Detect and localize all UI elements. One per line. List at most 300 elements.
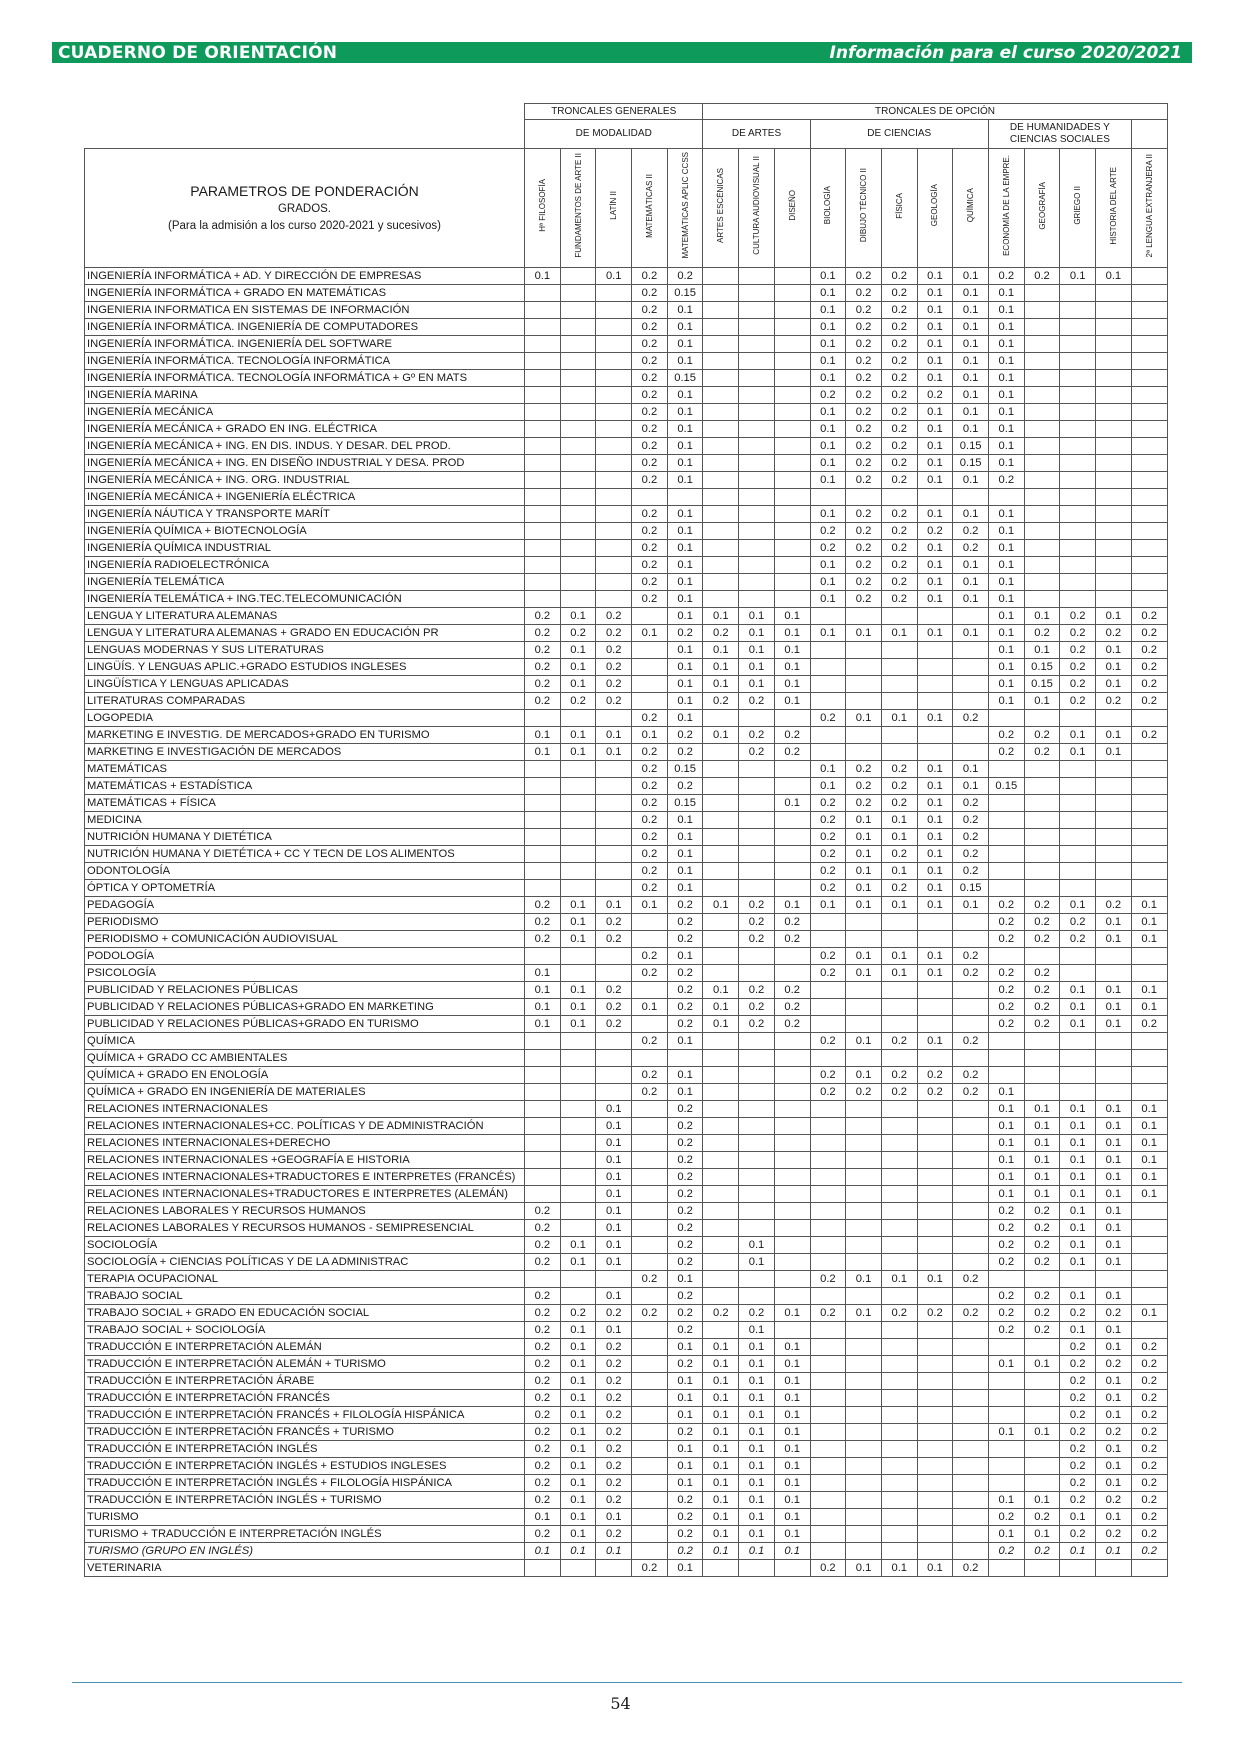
weight-cell — [810, 914, 846, 931]
weight-cell: 0.1 — [1096, 1441, 1132, 1458]
weight-cell — [881, 1203, 917, 1220]
weight-cell — [1131, 319, 1167, 336]
weight-cell — [1024, 506, 1060, 523]
weight-cell — [846, 1135, 882, 1152]
weight-cell: 0.1 — [667, 1390, 703, 1407]
weight-cell: 0.2 — [632, 1560, 668, 1577]
weight-cell — [1096, 506, 1132, 523]
weight-cell: 0.2 — [632, 506, 668, 523]
weight-cell — [560, 880, 596, 897]
weight-cell: 0.2 — [1096, 897, 1132, 914]
weight-cell: 0.1 — [560, 1237, 596, 1254]
table-row — [85, 1373, 1168, 1390]
weight-cell — [703, 353, 739, 370]
column-header-label: DIBUJO TÉCNICO II — [859, 168, 869, 243]
weight-cell — [703, 1203, 739, 1220]
blank-corner — [85, 104, 525, 149]
weight-cell — [739, 778, 775, 795]
weight-cell — [739, 795, 775, 812]
weight-cell: 0.2 — [988, 1254, 1024, 1271]
weight-cell — [1060, 829, 1096, 846]
degree-name: NUTRICIÓN HUMANA Y DIETÉTICA — [85, 829, 525, 846]
weight-cell — [1131, 574, 1167, 591]
weight-cell — [917, 676, 953, 693]
weight-cell: 0.2 — [1131, 727, 1167, 744]
degree-name: MATEMÁTICAS + FÍSICA — [85, 795, 525, 812]
weight-cell — [846, 1169, 882, 1186]
weight-cell: 0.1 — [596, 897, 632, 914]
weight-cell — [560, 489, 596, 506]
weight-cell — [810, 1441, 846, 1458]
weight-cell: 0.1 — [1060, 1509, 1096, 1526]
weight-cell: 0.1 — [596, 1254, 632, 1271]
weight-cell — [632, 914, 668, 931]
weight-cell — [1096, 812, 1132, 829]
weight-cell — [525, 336, 561, 353]
weight-cell: 0.2 — [810, 948, 846, 965]
weight-cell — [560, 591, 596, 608]
weight-cell: 0.2 — [525, 1203, 561, 1220]
column-header-label: 2ª LENGUA EXTRANJERA II — [1144, 153, 1154, 258]
weight-cell: 0.2 — [1024, 1203, 1060, 1220]
weight-cell: 0.2 — [667, 1322, 703, 1339]
weight-cell — [810, 1254, 846, 1271]
weight-cell: 0.2 — [596, 1492, 632, 1509]
weight-cell — [953, 982, 989, 999]
weight-cell — [1060, 710, 1096, 727]
weight-cell — [774, 1118, 810, 1135]
weight-cell — [881, 727, 917, 744]
weight-cell — [1096, 574, 1132, 591]
weight-cell: 0.1 — [703, 1390, 739, 1407]
weight-cell — [560, 1271, 596, 1288]
table-row — [85, 404, 1168, 421]
weight-cell: 0.1 — [953, 778, 989, 795]
weight-cell: 0.2 — [525, 1373, 561, 1390]
weight-cell — [1131, 965, 1167, 982]
table-row — [85, 1390, 1168, 1407]
weight-cell: 0.1 — [917, 319, 953, 336]
weight-cell: 0.2 — [988, 268, 1024, 285]
weight-cell — [1060, 353, 1096, 370]
weight-cell: 0.2 — [667, 999, 703, 1016]
weight-cell — [917, 1509, 953, 1526]
weight-cell: 0.1 — [596, 1322, 632, 1339]
weight-cell: 0.2 — [1131, 693, 1167, 710]
degree-name: LENGUA Y LITERATURA ALEMANAS + GRADO EN EDUCACIÓN PR — [85, 625, 525, 642]
weight-cell: 0.1 — [988, 676, 1024, 693]
weight-cell: 0.2 — [953, 965, 989, 982]
weight-cell — [917, 982, 953, 999]
weight-cell: 0.2 — [1060, 1492, 1096, 1509]
weight-cell — [1096, 761, 1132, 778]
weight-cell — [525, 302, 561, 319]
weight-cell: 0.2 — [667, 1135, 703, 1152]
weight-cell — [953, 1016, 989, 1033]
degree-name: INGENIERÍA INFORMÁTICA + GRADO EN MATEMÁTICAS — [85, 285, 525, 302]
weight-cell: 0.1 — [1096, 1237, 1132, 1254]
weight-cell: 0.1 — [1096, 999, 1132, 1016]
weight-cell: 0.2 — [667, 268, 703, 285]
weight-cell: 0.1 — [917, 438, 953, 455]
weight-cell: 0.2 — [953, 948, 989, 965]
column-header-label: GEOLOGÍA — [930, 184, 940, 227]
weight-cell: 0.1 — [560, 1509, 596, 1526]
degree-name: PUBLICIDAD Y RELACIONES PÚBLICAS+GRADO EN MARKETING — [85, 999, 525, 1016]
weight-cell: 0.1 — [988, 1169, 1024, 1186]
weight-cell: 0.2 — [846, 761, 882, 778]
weight-cell: 0.2 — [810, 523, 846, 540]
weight-cell — [810, 1356, 846, 1373]
weight-cell: 0.2 — [1131, 625, 1167, 642]
weight-cell — [739, 557, 775, 574]
weight-cell — [703, 387, 739, 404]
weight-cell — [1024, 761, 1060, 778]
table-row — [85, 1424, 1168, 1441]
weight-cell — [703, 370, 739, 387]
weight-cell: 0.1 — [1096, 1543, 1132, 1560]
weight-cell: 0.1 — [1024, 1492, 1060, 1509]
weight-cell: 0.2 — [988, 1237, 1024, 1254]
degree-name: INGENIERÍA QUÍMICA + BIOTECNOLOGÍA — [85, 523, 525, 540]
column-header-label: BIOLOGÍA — [823, 186, 833, 225]
degree-name: SOCIOLOGÍA + CIENCIAS POLÍTICAS Y DE LA ADMINISTRAC — [85, 1254, 525, 1271]
weight-cell: 0.1 — [667, 404, 703, 421]
weight-cell: 0.1 — [846, 880, 882, 897]
weight-cell — [1096, 302, 1132, 319]
weight-cell: 0.2 — [632, 1084, 668, 1101]
weight-cell: 0.2 — [1024, 625, 1060, 642]
weight-cell — [774, 1254, 810, 1271]
weight-cell: 0.2 — [810, 965, 846, 982]
weight-cell — [774, 863, 810, 880]
weight-cell: 0.2 — [810, 710, 846, 727]
group-ciencias: DE CIENCIAS — [810, 120, 988, 149]
weight-cell — [1024, 421, 1060, 438]
weight-cell — [988, 1475, 1024, 1492]
weight-cell: 0.2 — [846, 336, 882, 353]
weight-cell — [810, 1407, 846, 1424]
weight-cell: 0.2 — [846, 268, 882, 285]
weight-cell: 0.1 — [703, 676, 739, 693]
weight-cell — [525, 353, 561, 370]
weight-cell — [953, 1373, 989, 1390]
weight-cell: 0.1 — [1060, 1254, 1096, 1271]
group-artes: DE ARTES — [703, 120, 810, 149]
weight-cell: 0.2 — [881, 523, 917, 540]
table-row — [85, 1118, 1168, 1135]
table-row — [85, 1254, 1168, 1271]
weight-cell: 0.2 — [667, 931, 703, 948]
weight-cell: 0.1 — [560, 1526, 596, 1543]
weight-cell: 0.2 — [846, 319, 882, 336]
weight-cell — [1131, 812, 1167, 829]
weight-cell: 0.1 — [667, 591, 703, 608]
weight-cell — [917, 1016, 953, 1033]
weight-cell — [703, 1118, 739, 1135]
table-row — [85, 846, 1168, 863]
column-header-label: GEOGRAFÍA — [1037, 181, 1047, 230]
weight-cell — [1024, 1560, 1060, 1577]
weight-cell — [632, 1135, 668, 1152]
weight-cell — [1024, 540, 1060, 557]
weight-cell — [846, 1458, 882, 1475]
weight-cell: 0.2 — [525, 931, 561, 948]
weight-cell — [988, 1067, 1024, 1084]
table-row — [85, 319, 1168, 336]
weight-cell: 0.2 — [846, 1084, 882, 1101]
weight-cell — [560, 1560, 596, 1577]
weight-cell: 0.1 — [739, 1543, 775, 1560]
weight-cell: 0.1 — [917, 1033, 953, 1050]
weight-cell: 0.1 — [739, 1339, 775, 1356]
weight-cell: 0.1 — [667, 846, 703, 863]
weight-cell: 0.15 — [667, 285, 703, 302]
weight-cell: 0.2 — [632, 557, 668, 574]
weight-cell: 0.2 — [632, 438, 668, 455]
weight-cell — [525, 1169, 561, 1186]
weight-cell — [810, 1543, 846, 1560]
weight-cell: 0.2 — [1131, 1356, 1167, 1373]
table-row — [85, 744, 1168, 761]
weight-cell — [596, 829, 632, 846]
weight-cell: 0.1 — [953, 472, 989, 489]
weight-cell: 0.2 — [632, 761, 668, 778]
weight-cell: 0.1 — [667, 948, 703, 965]
weight-cell: 0.1 — [1096, 1203, 1132, 1220]
weight-cell: 0.1 — [1131, 999, 1167, 1016]
weight-cell: 0.1 — [917, 948, 953, 965]
weight-cell — [1096, 489, 1132, 506]
table-row — [85, 1441, 1168, 1458]
weight-cell: 0.2 — [667, 778, 703, 795]
weight-cell: 0.2 — [632, 880, 668, 897]
table-row — [85, 1339, 1168, 1356]
table-row — [85, 1186, 1168, 1203]
table-row — [85, 540, 1168, 557]
weight-cell — [632, 1254, 668, 1271]
weight-cell: 0.1 — [810, 285, 846, 302]
weight-cell — [1024, 710, 1060, 727]
weight-cell — [703, 1237, 739, 1254]
weight-cell: 0.1 — [988, 574, 1024, 591]
weight-cell: 0.2 — [917, 1305, 953, 1322]
weight-cell — [846, 744, 882, 761]
weight-cell — [846, 1220, 882, 1237]
weight-cell — [953, 1492, 989, 1509]
weight-cell: 0.2 — [1060, 1356, 1096, 1373]
weight-cell: 0.1 — [953, 370, 989, 387]
degree-name: PUBLICIDAD Y RELACIONES PÚBLICAS — [85, 982, 525, 999]
weight-cell: 0.2 — [525, 693, 561, 710]
weight-cell — [810, 744, 846, 761]
table-row — [85, 489, 1168, 506]
degree-name: LOGOPEDIA — [85, 710, 525, 727]
weight-cell — [810, 1203, 846, 1220]
weight-cell — [1024, 795, 1060, 812]
table-row — [85, 1050, 1168, 1067]
weight-cell — [632, 1288, 668, 1305]
weight-cell: 0.2 — [667, 1152, 703, 1169]
weight-cell: 0.2 — [667, 1492, 703, 1509]
weight-cell — [988, 795, 1024, 812]
weight-cell: 0.1 — [917, 829, 953, 846]
weight-cell — [1060, 574, 1096, 591]
weight-cell: 0.2 — [596, 1373, 632, 1390]
weight-cell — [1024, 948, 1060, 965]
table-row — [85, 1135, 1168, 1152]
weight-cell — [560, 948, 596, 965]
weight-cell — [1060, 285, 1096, 302]
weight-cell: 0.1 — [774, 642, 810, 659]
weight-cell — [596, 472, 632, 489]
weight-cell — [1060, 506, 1096, 523]
column-header — [774, 149, 810, 268]
weight-cell — [1060, 1560, 1096, 1577]
table-row — [85, 829, 1168, 846]
table-row — [85, 948, 1168, 965]
weight-cell: 0.1 — [988, 642, 1024, 659]
weight-cell: 0.2 — [846, 557, 882, 574]
weight-cell: 0.1 — [917, 795, 953, 812]
weight-cell — [703, 404, 739, 421]
weight-cell — [739, 1101, 775, 1118]
table-row — [85, 1288, 1168, 1305]
weight-cell: 0.1 — [667, 1339, 703, 1356]
weight-cell — [774, 1237, 810, 1254]
weight-cell: 0.2 — [881, 761, 917, 778]
weight-cell: 0.1 — [1024, 1169, 1060, 1186]
weight-cell: 0.1 — [560, 1475, 596, 1492]
weight-cell: 0.2 — [632, 863, 668, 880]
weight-cell — [525, 1084, 561, 1101]
weight-cell: 0.1 — [703, 1543, 739, 1560]
weight-cell: 0.2 — [810, 1067, 846, 1084]
weight-cell — [953, 1543, 989, 1560]
table-row — [85, 1305, 1168, 1322]
weight-cell: 0.2 — [881, 336, 917, 353]
weight-cell: 0.1 — [988, 1356, 1024, 1373]
weight-cell — [774, 353, 810, 370]
weight-cell — [917, 693, 953, 710]
degree-name: TURISMO + TRADUCCIÓN E INTERPRETACIÓN INGLÉS — [85, 1526, 525, 1543]
weight-cell — [881, 1458, 917, 1475]
weight-cell: 0.1 — [560, 1339, 596, 1356]
weight-cell — [739, 948, 775, 965]
weight-cell — [596, 778, 632, 795]
weight-cell: 0.2 — [846, 387, 882, 404]
weight-cell — [917, 1339, 953, 1356]
weight-cell — [525, 710, 561, 727]
weight-cell — [1131, 421, 1167, 438]
weight-cell: 0.2 — [596, 1407, 632, 1424]
weight-cell: 0.1 — [667, 1033, 703, 1050]
column-header — [1024, 149, 1060, 268]
weight-cell: 0.1 — [774, 1356, 810, 1373]
weight-cell — [881, 1339, 917, 1356]
weight-cell: 0.2 — [596, 1356, 632, 1373]
weight-cell — [1131, 1050, 1167, 1067]
weight-cell: 0.1 — [846, 710, 882, 727]
weight-cell — [739, 319, 775, 336]
weight-cell — [525, 557, 561, 574]
weight-cell: 0.2 — [739, 931, 775, 948]
weight-cell — [560, 1152, 596, 1169]
weight-cell: 0.1 — [667, 1407, 703, 1424]
weight-cell — [739, 1135, 775, 1152]
weight-cell — [988, 812, 1024, 829]
degree-name: TURISMO — [85, 1509, 525, 1526]
weight-cell — [1096, 455, 1132, 472]
weight-cell — [1096, 319, 1132, 336]
weight-cell — [739, 1050, 775, 1067]
weight-cell — [560, 761, 596, 778]
weight-cell: 0.1 — [703, 608, 739, 625]
weight-cell — [703, 812, 739, 829]
weight-cell: 0.2 — [632, 1305, 668, 1322]
weight-cell — [774, 1560, 810, 1577]
weight-cell — [774, 472, 810, 489]
weight-cell — [953, 1254, 989, 1271]
weight-cell — [1131, 591, 1167, 608]
weight-cell — [846, 1050, 882, 1067]
table-row — [85, 1203, 1168, 1220]
weight-cell — [1131, 1067, 1167, 1084]
weight-cell: 0.2 — [632, 1067, 668, 1084]
weight-cell: 0.2 — [525, 1492, 561, 1509]
weight-cell: 0.1 — [632, 727, 668, 744]
weight-cell — [596, 336, 632, 353]
weight-cell: 0.1 — [1024, 1186, 1060, 1203]
weight-cell: 0.2 — [632, 336, 668, 353]
weight-cell: 0.1 — [667, 336, 703, 353]
weight-cell: 0.2 — [525, 1407, 561, 1424]
weight-cell — [1024, 1084, 1060, 1101]
weight-cell — [881, 1543, 917, 1560]
table-row — [85, 472, 1168, 489]
weight-cell: 0.2 — [632, 268, 668, 285]
weight-cell: 0.1 — [881, 965, 917, 982]
weight-cell — [953, 1475, 989, 1492]
weight-cell: 0.1 — [1024, 1424, 1060, 1441]
weight-cell: 0.2 — [525, 608, 561, 625]
weight-cell: 0.1 — [1131, 1169, 1167, 1186]
weight-cell — [1060, 438, 1096, 455]
weight-cell — [596, 1050, 632, 1067]
weight-cell: 0.2 — [667, 1220, 703, 1237]
weight-cell: 0.1 — [1024, 1135, 1060, 1152]
weight-cell: 0.1 — [846, 1271, 882, 1288]
weight-cell: 0.1 — [917, 1560, 953, 1577]
weight-cell — [953, 1424, 989, 1441]
degree-name: MEDICINA — [85, 812, 525, 829]
weight-cell — [739, 472, 775, 489]
weight-cell — [846, 693, 882, 710]
weight-cell: 0.2 — [667, 1118, 703, 1135]
weight-cell — [596, 421, 632, 438]
weight-cell: 0.2 — [881, 319, 917, 336]
weight-cell — [774, 1288, 810, 1305]
weight-cell: 0.1 — [1024, 1152, 1060, 1169]
weight-cell: 0.1 — [1096, 1101, 1132, 1118]
weight-cell: 0.1 — [846, 625, 882, 642]
degree-name: LITERATURAS COMPARADAS — [85, 693, 525, 710]
weight-cell: 0.1 — [810, 268, 846, 285]
weight-cell: 0.1 — [917, 710, 953, 727]
weight-cell: 0.1 — [1024, 608, 1060, 625]
weight-cell — [774, 761, 810, 778]
weight-cell — [1024, 336, 1060, 353]
